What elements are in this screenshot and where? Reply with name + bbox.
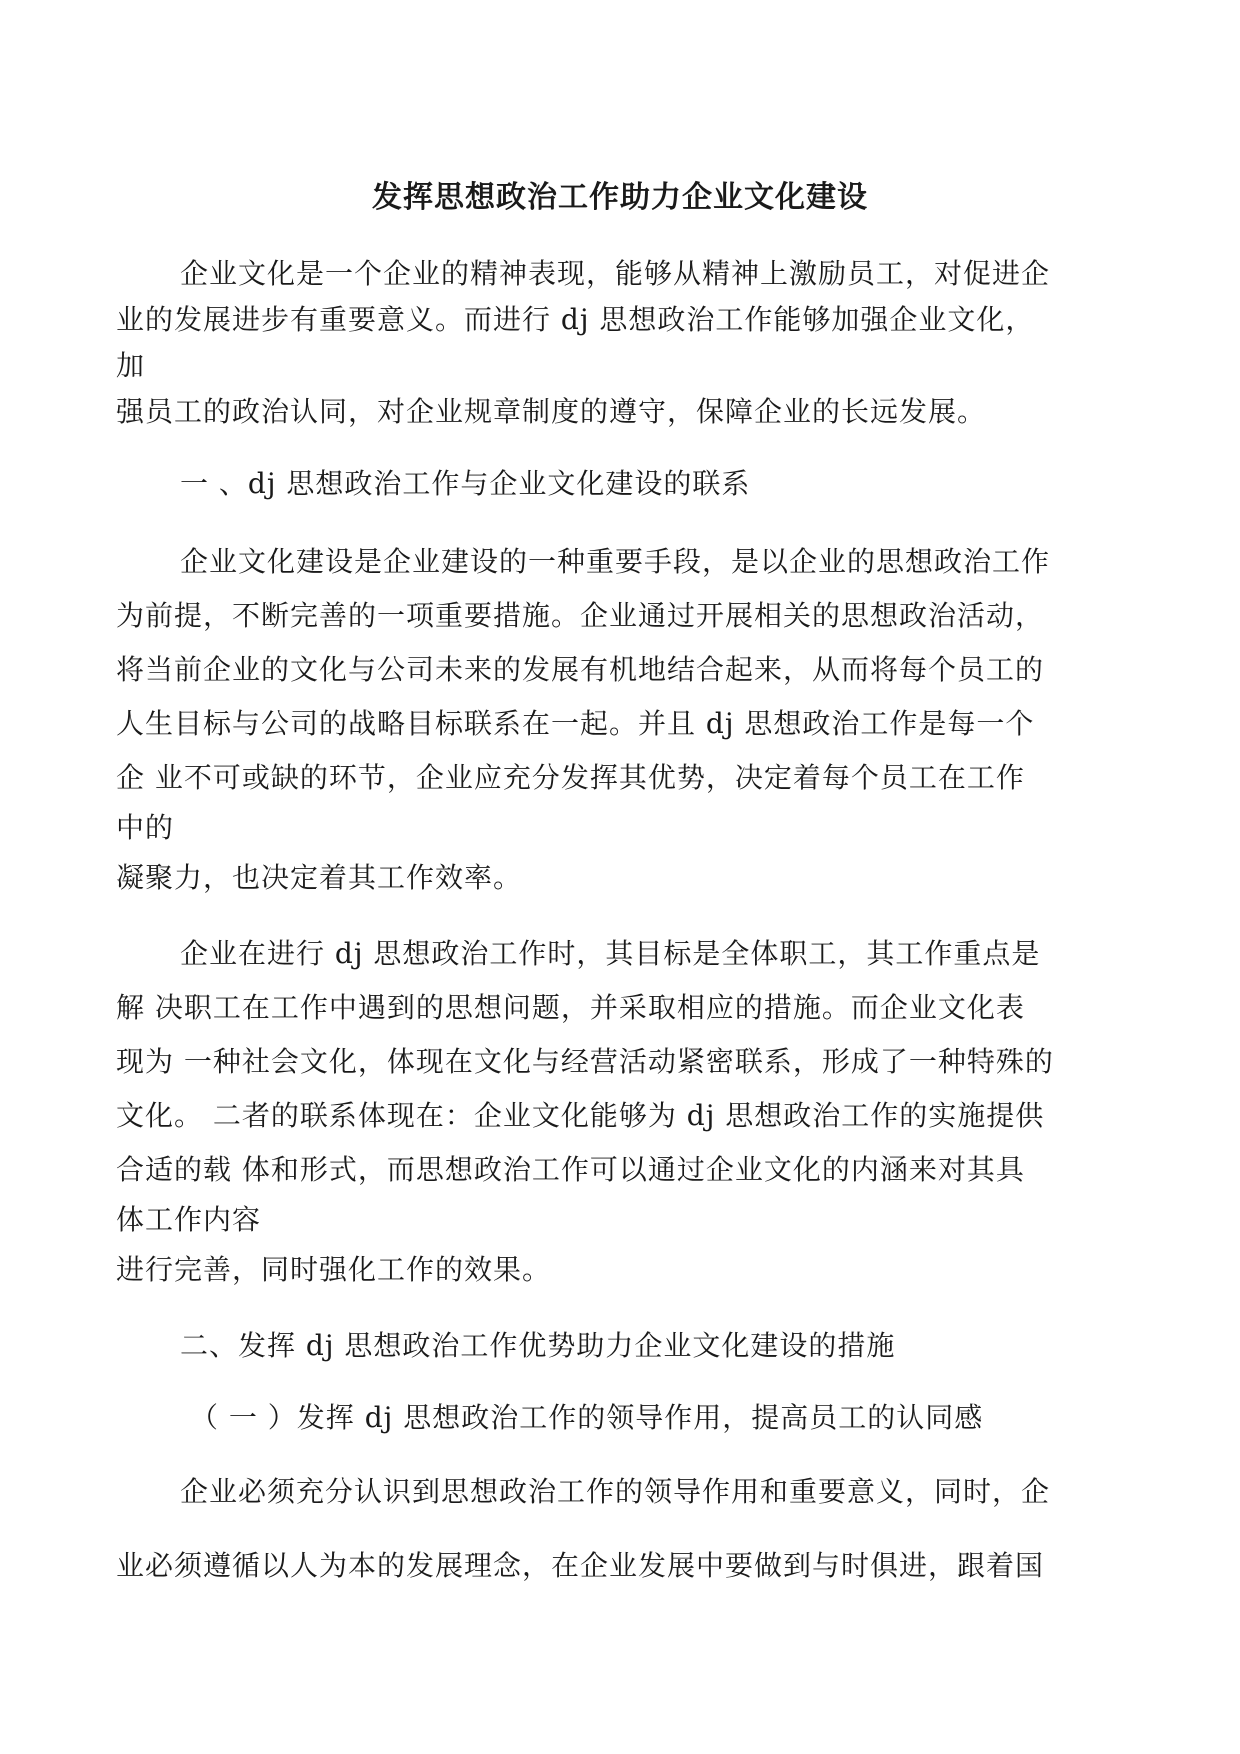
paragraph-line: 业必须遵循以人为本的发展理念，在企业发展中要做到与时俱进，跟着国 [116, 1549, 1045, 1582]
paragraph-line: 强员工的政治认同，对企业规章制度的遵守，保障企业的长远发展。 [116, 395, 987, 428]
paragraph-line: 现为 一种社会文化，体现在文化与经营活动紧密联系，形成了一种特殊的 [116, 1045, 1054, 1078]
paragraph-line: 企业文化是一个企业的精神表现，能够从精神上激励员工，对促进企 [180, 257, 1051, 290]
paragraph-line: 中的 [116, 811, 175, 844]
paragraph-line: 体工作内容 [116, 1203, 262, 1236]
paragraph-line: 企业文化建设是企业建设的一种重要手段，是以企业的思想政治工作 [180, 545, 1051, 578]
paragraph-line: 文化。 二者的联系体现在：企业文化能够为 dj 思想政治工作的实施提供 [116, 1099, 1045, 1132]
paragraph-line: 企业在进行 dj 思想政治工作时，其目标是全体职工，其工作重点是 [180, 937, 1041, 970]
paragraph-line: 加 [116, 349, 146, 382]
paragraph-line: 为前提，不断完善的一项重要措施。企业通过开展相关的思想政治活动， [116, 599, 1045, 632]
section-heading: 二、发挥 dj 思想政治工作优势助力企业文化建设的措施 [180, 1329, 896, 1362]
paragraph-line: 合适的载 体和形式，而思想政治工作可以通过企业文化的内涵来对其具 [116, 1153, 1025, 1186]
paragraph-line: 解 决职工在工作中遇到的思想问题，并采取相应的措施。而企业文化表 [116, 991, 1025, 1024]
paragraph-line: 凝聚力，也决定着其工作效率。 [116, 861, 523, 894]
section-heading: 一 、dj 思想政治工作与企业文化建设的联系 [180, 467, 751, 500]
paragraph-line: 企 业不可或缺的环节，企业应充分发挥其优势，决定着每个员工在工作 [116, 761, 1025, 794]
paragraph-line: 人生目标与公司的战略目标联系在一起。并且 dj 思想政治工作是每一个 [116, 707, 1035, 740]
paragraph-line: 将当前企业的文化与公司未来的发展有机地结合起来，从而将每个员工的 [116, 653, 1045, 686]
subsection-heading: （ 一 ）发挥 dj 思想政治工作的领导作用，提高员工的认同感 [190, 1401, 984, 1434]
paragraph-line: 进行完善，同时强化工作的效果。 [116, 1253, 552, 1286]
paragraph-line: 企业必须充分认识到思想政治工作的领导作用和重要意义，同时，企 [180, 1475, 1051, 1508]
document-title: 发挥思想政治工作助力企业文化建设 [372, 180, 868, 215]
paragraph-line: 业的发展进步有重要意义。而进行 dj 思想政治工作能够加强企业文化， [116, 303, 1035, 336]
